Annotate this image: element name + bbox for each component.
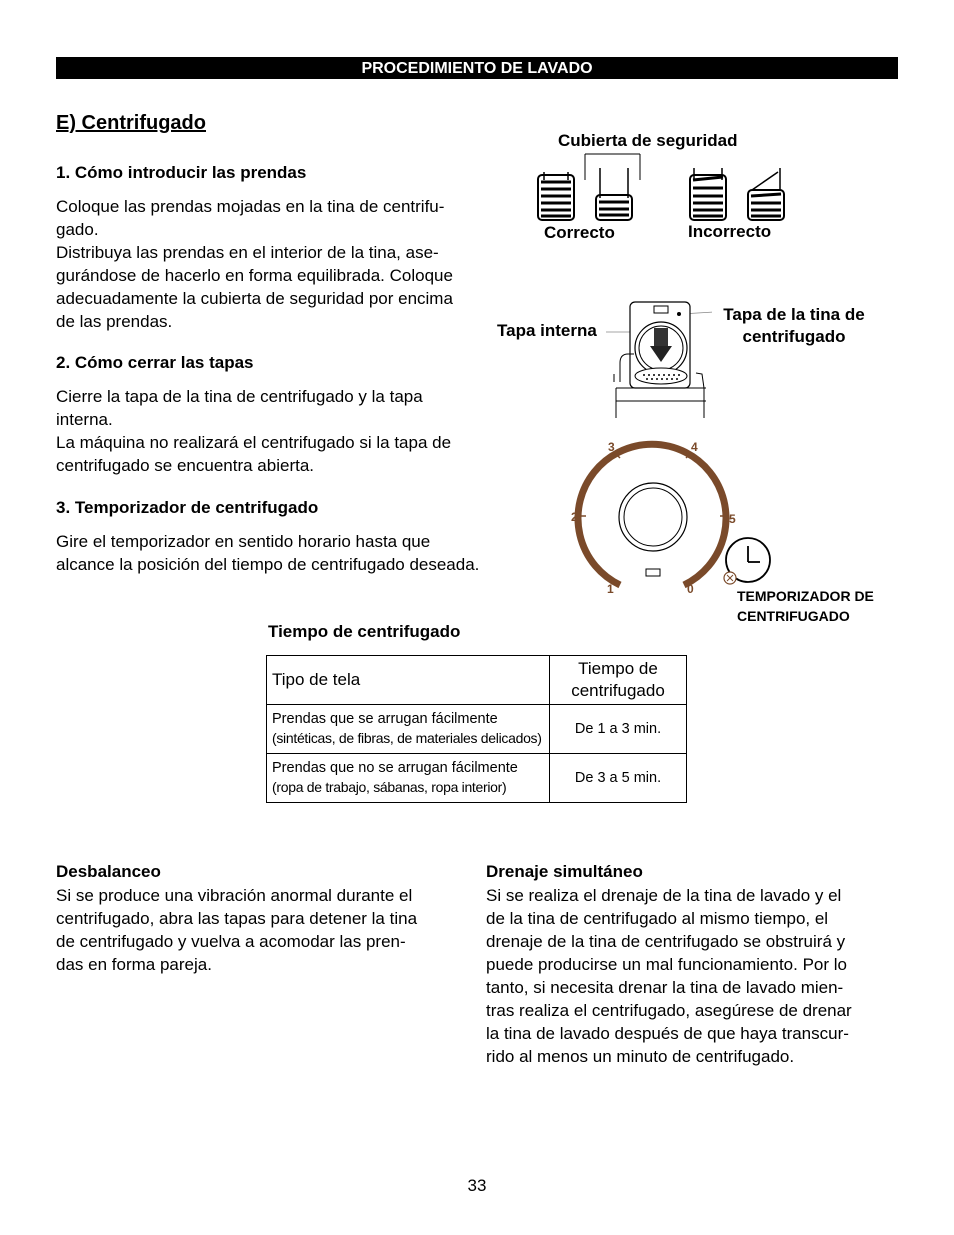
step3-line: alcance la posición del tiempo de centrifugado deseada. xyxy=(56,555,480,574)
header-bar xyxy=(56,57,898,79)
step2-line: La máquina no realizará el centrifugado si la tapa de xyxy=(56,433,452,452)
step2-text xyxy=(56,385,506,477)
spin-lid-label-line: Tapa de la tina de xyxy=(723,305,865,324)
fabric-type: Prendas que no se arrugan fácilmente xyxy=(272,760,518,776)
table-header-time-line: centrifugado xyxy=(571,681,665,700)
table-header-fabric: Tipo de tela xyxy=(267,656,550,705)
step2-title: 2. Cómo cerrar las tapas xyxy=(56,353,254,372)
basket-correct-1 xyxy=(538,172,574,220)
dial-number-1: 1 xyxy=(607,582,614,596)
step3-line: Gire el temporizador en sentido horario hasta que xyxy=(56,532,431,551)
step2-line: interna. xyxy=(56,410,113,429)
page-number: 33 xyxy=(467,1176,487,1195)
drain-line: puede producirse un mal funcionamiento. Por lo xyxy=(486,955,847,974)
dial-pointer xyxy=(646,569,660,576)
dial-number-3: 3 xyxy=(608,440,615,454)
dial-number-2: 2 xyxy=(571,510,578,524)
timer-label-line: TEMPORIZADOR DE xyxy=(737,588,874,604)
fabric-detail: (ropa de trabajo, sábanas, ropa interior) xyxy=(272,779,507,795)
basket-illustration xyxy=(530,150,800,230)
drain-text xyxy=(486,884,906,1068)
step1-line: de las prendas. xyxy=(56,312,173,331)
table-cell-time: De 1 a 3 min. xyxy=(550,705,687,754)
basket-incorrect-1 xyxy=(690,168,726,220)
table-title: Tiempo de centrifugado xyxy=(268,622,461,641)
table-header-time xyxy=(550,656,687,705)
table-header-row xyxy=(267,656,687,705)
unbalance-line: das en forma pareja. xyxy=(56,955,212,974)
spin-time-table xyxy=(266,655,687,803)
table-row xyxy=(267,705,687,754)
table-header-time-line: Tiempo de xyxy=(578,659,658,678)
table-row xyxy=(267,754,687,803)
dial-number-4: 4 xyxy=(691,440,698,454)
correct-label: Correcto xyxy=(544,223,615,242)
drain-line: drenaje de la tina de centrifugado se obstruirá y xyxy=(486,932,846,951)
step1-line: gado. xyxy=(56,220,99,239)
step1-text xyxy=(56,195,506,333)
table-cell-fabric xyxy=(267,705,550,754)
step2-line: Cierre la tapa de la tina de centrifugado y la tapa xyxy=(56,387,423,406)
step3-text xyxy=(56,530,516,576)
step3-title: 3. Temporizador de centrifugado xyxy=(56,498,319,517)
unbalance-line: Si se produce una vibración anormal durante el xyxy=(56,886,413,905)
step1-line: Coloque las prendas mojadas en la tina de centrifu- xyxy=(56,197,445,216)
timer-label-line: CENTRIFUGADO xyxy=(737,608,850,624)
fabric-detail: (sintéticas, de fibras, de materiales delicados) xyxy=(272,730,542,746)
table-cell-fabric xyxy=(267,754,550,803)
table-cell-time: De 3 a 5 min. xyxy=(550,754,687,803)
unbalance-line: centrifugado, abra las tapas para detener la tina xyxy=(56,909,418,928)
section-title: E) Centrifugado xyxy=(56,112,206,134)
basket-incorrect-2 xyxy=(748,168,784,220)
basket-correct-2 xyxy=(596,168,632,220)
dial-number-5: 5 xyxy=(729,512,736,526)
step1-line: adecuadamente la cubierta de seguridad por encima xyxy=(56,289,453,308)
spin-lid-label xyxy=(714,304,874,348)
clock-icon xyxy=(724,538,770,584)
drain-line: de la tina de centrifugado al mismo tiempo, el xyxy=(486,909,829,928)
timer-label xyxy=(737,586,874,626)
step2-line: centrifugado se encuentra abierta. xyxy=(56,456,315,475)
cover-label: Cubierta de seguridad xyxy=(558,131,738,150)
step1-line: Distribuya las prendas en el interior de la tina, ase- xyxy=(56,243,439,262)
dial-knob-inner xyxy=(624,488,682,546)
step1-title: 1. Cómo introducir las prendas xyxy=(56,163,307,182)
drain-line: tras realiza el centrifugado, asegúrese de drenar xyxy=(486,1001,852,1020)
step1-line: gurándose de hacerlo en forma equilibrada. Coloque xyxy=(56,266,453,285)
drain-line: rido al menos un minuto de centrifugado. xyxy=(486,1047,795,1066)
spin-timer-dial xyxy=(560,430,780,605)
unbalance-line: de centrifugado y vuelva a acomodar las pren- xyxy=(56,932,406,951)
inner-lid-label: Tapa interna xyxy=(497,321,597,340)
fabric-type: Prendas que se arrugan fácilmente xyxy=(272,711,498,727)
unbalance-title: Desbalanceo xyxy=(56,862,161,881)
unbalance-text xyxy=(56,884,476,976)
drain-title: Drenaje simultáneo xyxy=(486,862,643,881)
washer-lid-illustration xyxy=(606,298,712,420)
drain-line: la tina de lavado después de que haya transcur- xyxy=(486,1024,849,1043)
header-title: PROCEDIMIENTO DE LAVADO xyxy=(361,60,593,77)
drain-line: tanto, si necesita drenar la tina de lavado mien- xyxy=(486,978,844,997)
dial-number-0: 0 xyxy=(687,582,694,596)
drain-line: Si se realiza el drenaje de la tina de lavado y el xyxy=(486,886,842,905)
incorrect-label: Incorrecto xyxy=(688,222,772,241)
spin-lid-label-line: centrifugado xyxy=(742,327,846,346)
